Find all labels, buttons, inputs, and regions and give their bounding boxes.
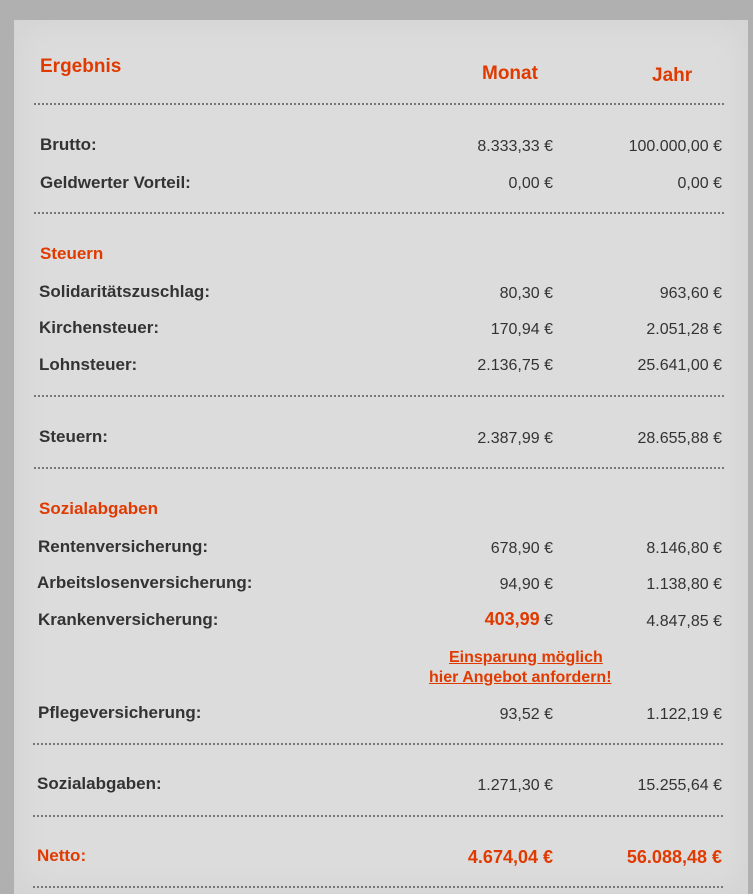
row-label-care: Pflegeversicherung:: [38, 703, 202, 722]
health-month-currency: €: [544, 612, 553, 629]
divider: [34, 212, 724, 214]
section-title-social: Sozialabgaben: [39, 499, 159, 518]
row-year-benefit: 0,00 €: [677, 175, 722, 192]
row-month-net: 4.674,04 €: [467, 847, 553, 867]
row-label-net: Netto:: [37, 846, 87, 865]
row-label-health: Krankenversicherung:: [38, 610, 219, 629]
row-year-church-tax: 2.051,28 €: [646, 321, 722, 338]
divider: [34, 395, 724, 397]
row-label-income-tax: Lohnsteuer:: [39, 355, 138, 374]
health-month-amount: 403,99: [484, 609, 540, 629]
row-label-unemployment: Arbeitslosenversicherung:: [37, 573, 253, 592]
request-offer-link[interactable]: hier Angebot anfordern!: [429, 669, 612, 686]
row-label-benefit: Geldwerter Vorteil:: [40, 173, 191, 192]
column-header-month: Monat: [482, 63, 538, 84]
row-label-taxes-total: Steuern:: [39, 427, 108, 446]
row-year-social-total: 15.255,64 €: [637, 777, 722, 794]
divider: [34, 103, 724, 105]
section-title-taxes: Steuern: [40, 244, 104, 263]
row-year-unemployment: 1.138,80 €: [646, 576, 722, 593]
row-month-solidarity: 80,30 €: [499, 285, 553, 302]
savings-link[interactable]: Einsparung möglich: [449, 649, 603, 666]
row-month-taxes-total: 2.387,99 €: [477, 430, 553, 447]
row-year-pension: 8.146,80 €: [646, 540, 722, 557]
row-month-unemployment: 94,90 €: [499, 576, 553, 593]
row-label-solidarity: Solidaritätszuschlag:: [39, 282, 210, 301]
row-year-care: 1.122,19 €: [646, 706, 722, 723]
row-month-social-total: 1.271,30 €: [477, 777, 553, 794]
row-month-gross: 8.333,33 €: [477, 138, 553, 155]
row-year-gross: 100.000,00 €: [628, 138, 722, 155]
row-label-gross: Brutto:: [40, 135, 97, 154]
row-month-income-tax: 2.136,75 €: [477, 357, 553, 374]
divider: [34, 467, 724, 469]
row-month-church-tax: 170,94 €: [490, 321, 553, 338]
divider: [33, 886, 723, 888]
column-header-year: Jahr: [652, 65, 693, 86]
row-month-health: [485, 609, 553, 630]
row-label-pension: Rentenversicherung:: [38, 537, 209, 556]
row-year-net: 56.088,48 €: [626, 847, 722, 867]
row-label-church-tax: Kirchensteuer:: [39, 318, 159, 337]
result-title: Ergebnis: [40, 56, 122, 77]
row-year-health: 4.847,85 €: [646, 613, 722, 630]
row-month-care: 93,52 €: [499, 706, 553, 723]
row-year-income-tax: 25.641,00 €: [637, 357, 722, 374]
row-month-benefit: 0,00 €: [508, 175, 553, 192]
divider: [33, 743, 723, 745]
divider: [33, 815, 723, 817]
row-year-taxes-total: 28.655,88 €: [637, 430, 722, 447]
row-month-pension: 678,90 €: [490, 540, 553, 557]
row-label-social-total: Sozialabgaben:: [37, 774, 162, 793]
row-year-solidarity: 963,60 €: [659, 285, 722, 302]
